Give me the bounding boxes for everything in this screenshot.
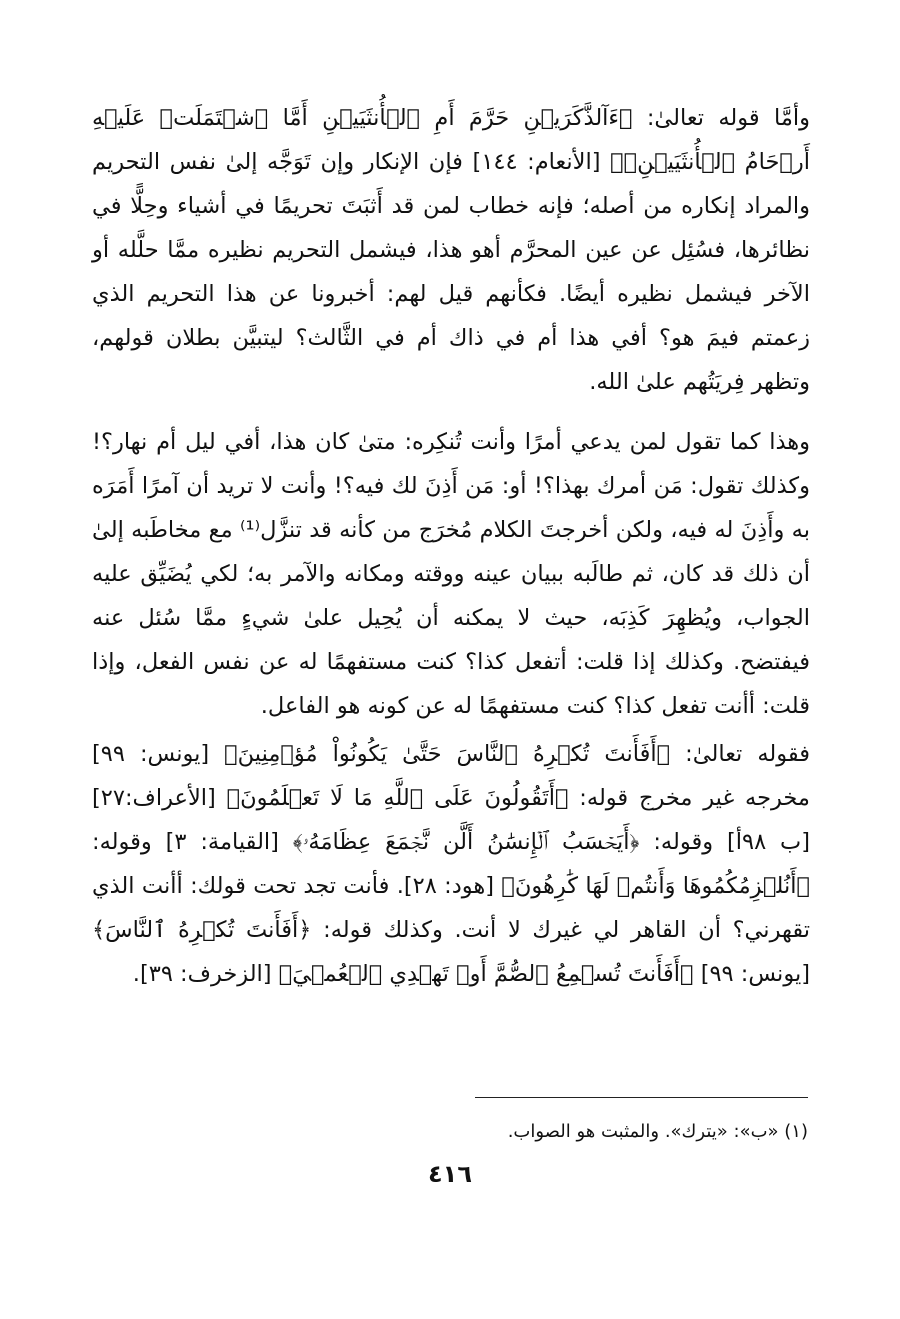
page-number: ٤١٦ <box>428 1160 472 1188</box>
paragraph-2: وهذا كما تقول لمن يدعي أمرًا وأنت تُنكِره: متىٰ كان هذا، أفي ليل أم نهار؟! وكذلك تقول: مَن أمرك بهذا؟! أو: مَن أَذِنَ لك فيه؟! وأنت لا تريد أن آمرًا أَمَرَه به وأَذِنَ له فيه، ولكن أخرجتَ الكلام مُخرَج من كأنه قد تنزَّل⁽¹⁾ مع مخاطَبه إلىٰ أن ذلك قد كان، ثم طالَبه ببيان عينه ووقته ومكانه والآمر به؛ لكي يُضَيِّق عليه الجواب، ويُظهِرَ كَذِبَه، حيث لا يمكنه أن يُحِيل علىٰ شيءٍ ممَّا سُئل عنه فيفتضح. وكذلك إذا قلت: أتفعل كذا؟ كنت مستفهمًا له عن نفس الفعل، وإذا قلت: أأنت تفعل كذا؟ كنت مستفهمًا له عن كونه هو الفاعل. <box>92 429 810 719</box>
paragraph-1: وأمَّا قوله تعالىٰ: ﴿ءَآلذَّكَرَيۡنِ حَرَّمَ أَمِ ٱلۡأُنثَيَيۡنِ أَمَّا ٱشۡتَمَلَتۡ عَلَيۡهِ أَرۡحَامُ ٱلۡأُنثَيَيۡنِۖ﴾ [الأنعام: ١٤٤] فإن الإنكار وإن تَوَجَّه إلىٰ نفس التحريم والمراد إنكاره من أصله؛ فإنه خطاب لمن قد أَثبَتَ تحريمًا في أشياء وحِلًّا في نظائرها، فسُئِل عن عين المحرَّم أهو هذا، فيشمل التحريم نظيره ممَّا حلَّله أو الآخر فيشمل نظيره أيضًا. فكأنهم قيل لهم: أخبرونا عن هذا التحريم الذي زعمتم فيمَ هو؟ أفي هذا أم في ذاك أم في الثَّالث؟ ليتبيَّن بطلان قولهم، وتظهر فِريَتُهم علىٰ الله. <box>92 105 810 395</box>
footnote-divider <box>475 1097 808 1098</box>
paragraph-3: فقوله تعالىٰ: ﴿أَفَأَنتَ تُكۡرِهُ ٱلنَّاسَ حَتَّىٰ يَكُونُواْ مُؤۡمِنِينَ﴾ [يونس: ٩٩] مخرجه غير مخرج قوله: ﴿أَتَقُولُونَ عَلَى ٱللَّهِ مَا لَا تَعۡلَمُونَ﴾ [الأعراف:٢٧] [ب ٩٨أ] وقوله: ﴿أَيَحۡسَبُ ٱلۡإِنسَٰنُ أَلَّن نَّجۡمَعَ عِظَامَهُۥ﴾ [القيامة: ٣] وقوله: ﴿أَنُلۡزِمُكُمُوهَا وَأَنتُمۡ لَهَا كَٰرِهُونَ﴾ [هود: ٢٨]. فأنت تجد تحت قولك: أأنت الذي تقهرني؟ أن القاهر لي غيرك لا أنت. وكذلك قوله: ﴿أَفَأَنتَ تُكۡرِهُ ٱلنَّاسَ﴾ [يونس: ٩٩] ﴿أَفَأَنتَ تُسۡمِعُ ٱلصُّمَّ أَوۡ تَهۡدِي ٱلۡعُمۡيَ﴾ [الزخرف: ٣٩]. <box>92 741 810 987</box>
main-text <box>92 96 810 996</box>
footnote: (١) «ب»: «يترك». والمثبت هو الصواب. <box>507 1121 808 1142</box>
